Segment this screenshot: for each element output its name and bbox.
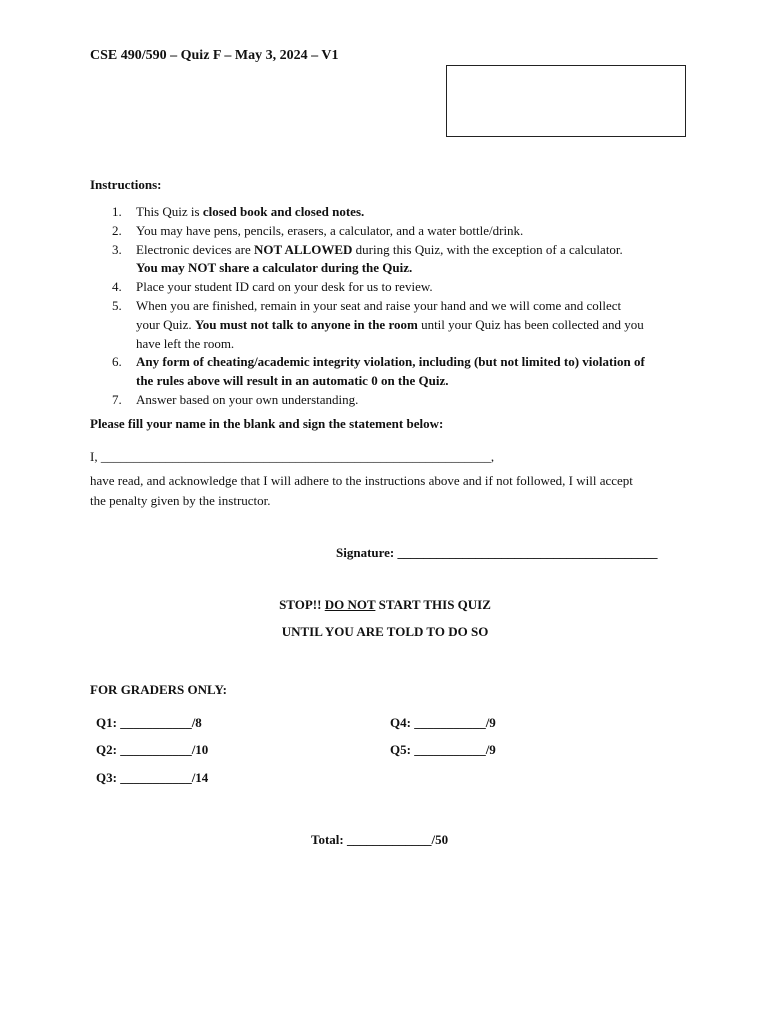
instruction-text: your Quiz. bbox=[136, 316, 195, 332]
instruction-text: during this Quiz, with the exception of a calculator. bbox=[352, 241, 623, 257]
quiz-title: CSE 490/590 – Quiz F – May 3, 2024 – V1 bbox=[90, 48, 339, 63]
instruction-item bbox=[90, 353, 690, 391]
instructions-title: Instructions: bbox=[90, 177, 162, 192]
instruction-line bbox=[136, 372, 690, 391]
instruction-item bbox=[90, 391, 690, 410]
instruction-number: 2. bbox=[112, 222, 122, 238]
instruction-item bbox=[90, 222, 690, 241]
acknowledgement-text bbox=[90, 471, 633, 510]
instruction-number: 3. bbox=[112, 241, 122, 257]
grade-q1[interactable]: Q1: ___________/8 bbox=[96, 715, 202, 730]
statement-title: Please fill your name in the blank and sign the statement below: bbox=[90, 416, 444, 431]
instruction-text: have left the room. bbox=[136, 335, 235, 351]
stop-prefix: STOP!! bbox=[279, 597, 325, 612]
instruction-item bbox=[90, 297, 690, 353]
instruction-line bbox=[136, 316, 690, 335]
graders-title: FOR GRADERS ONLY: bbox=[90, 682, 228, 697]
instruction-text: You may have pens, pencils, erasers, a calculator, and a water bottle/drink. bbox=[136, 222, 524, 238]
instruction-line bbox=[136, 353, 690, 372]
instruction-line bbox=[136, 259, 690, 278]
instruction-text: You may NOT share a calculator during the Quiz. bbox=[136, 260, 413, 276]
instruction-text: the rules above will result in an automatic 0 on the Quiz. bbox=[136, 373, 449, 389]
acknowledgement-line: the penalty given by the instructor. bbox=[90, 492, 271, 508]
instruction-text: Electronic devices are bbox=[136, 241, 255, 257]
instruction-line bbox=[136, 391, 690, 410]
stop-warning bbox=[0, 597, 770, 613]
instruction-number: 4. bbox=[112, 279, 122, 295]
instruction-text: When you are finished, remain in your seat and raise your hand and we will come and collect bbox=[136, 297, 622, 313]
instruction-number: 6. bbox=[112, 354, 122, 370]
instruction-line bbox=[136, 278, 690, 297]
instructions-list bbox=[90, 203, 690, 410]
acknowledgement-line: have read, and acknowledge that I will adhere to the instructions above and if not followed, I will accept bbox=[90, 473, 633, 488]
instruction-item bbox=[90, 203, 690, 222]
instruction-item bbox=[90, 278, 690, 297]
instruction-item bbox=[90, 241, 690, 279]
instruction-line bbox=[136, 297, 690, 316]
signature-line[interactable]: Signature: ________________________________________ bbox=[336, 545, 658, 560]
instruction-text: NOT ALLOWED bbox=[254, 241, 353, 257]
instruction-text: Place your student ID card on your desk for us to review. bbox=[136, 279, 433, 295]
instruction-text: Any form of cheating/academic integrity violation, including (but not limited to) violation of bbox=[136, 354, 645, 370]
name-blank-line[interactable]: I, ____________________________________________________________, bbox=[90, 449, 495, 464]
instruction-text: This Quiz is bbox=[136, 204, 203, 219]
instruction-line bbox=[136, 203, 690, 222]
instruction-number: 7. bbox=[112, 391, 122, 407]
stop-warning-line2: UNTIL YOU ARE TOLD TO DO SO bbox=[281, 624, 489, 639]
instruction-text: Answer based on your own understanding. bbox=[136, 391, 359, 407]
stop-suffix: START THIS QUIZ bbox=[375, 597, 491, 612]
grade-total[interactable]: Total: _____________/50 bbox=[311, 832, 449, 847]
instruction-text: You must not talk to anyone in the room bbox=[194, 316, 418, 332]
student-id-box[interactable] bbox=[446, 65, 686, 137]
instruction-text: closed book and closed notes. bbox=[202, 204, 365, 219]
instruction-line bbox=[136, 241, 690, 260]
instruction-number: 1. bbox=[112, 204, 122, 219]
grade-q5[interactable]: Q5: ___________/9 bbox=[390, 742, 496, 757]
grade-q2[interactable]: Q2: ___________/10 bbox=[96, 742, 209, 757]
grade-q3[interactable]: Q3: ___________/14 bbox=[96, 770, 209, 785]
grade-q4[interactable]: Q4: ___________/9 bbox=[390, 715, 496, 730]
stop-do-not: DO NOT bbox=[324, 597, 376, 612]
instruction-line bbox=[136, 222, 690, 241]
instruction-line bbox=[136, 335, 690, 354]
instruction-number: 5. bbox=[112, 297, 122, 313]
instruction-text: until your Quiz has been collected and you bbox=[417, 316, 644, 332]
